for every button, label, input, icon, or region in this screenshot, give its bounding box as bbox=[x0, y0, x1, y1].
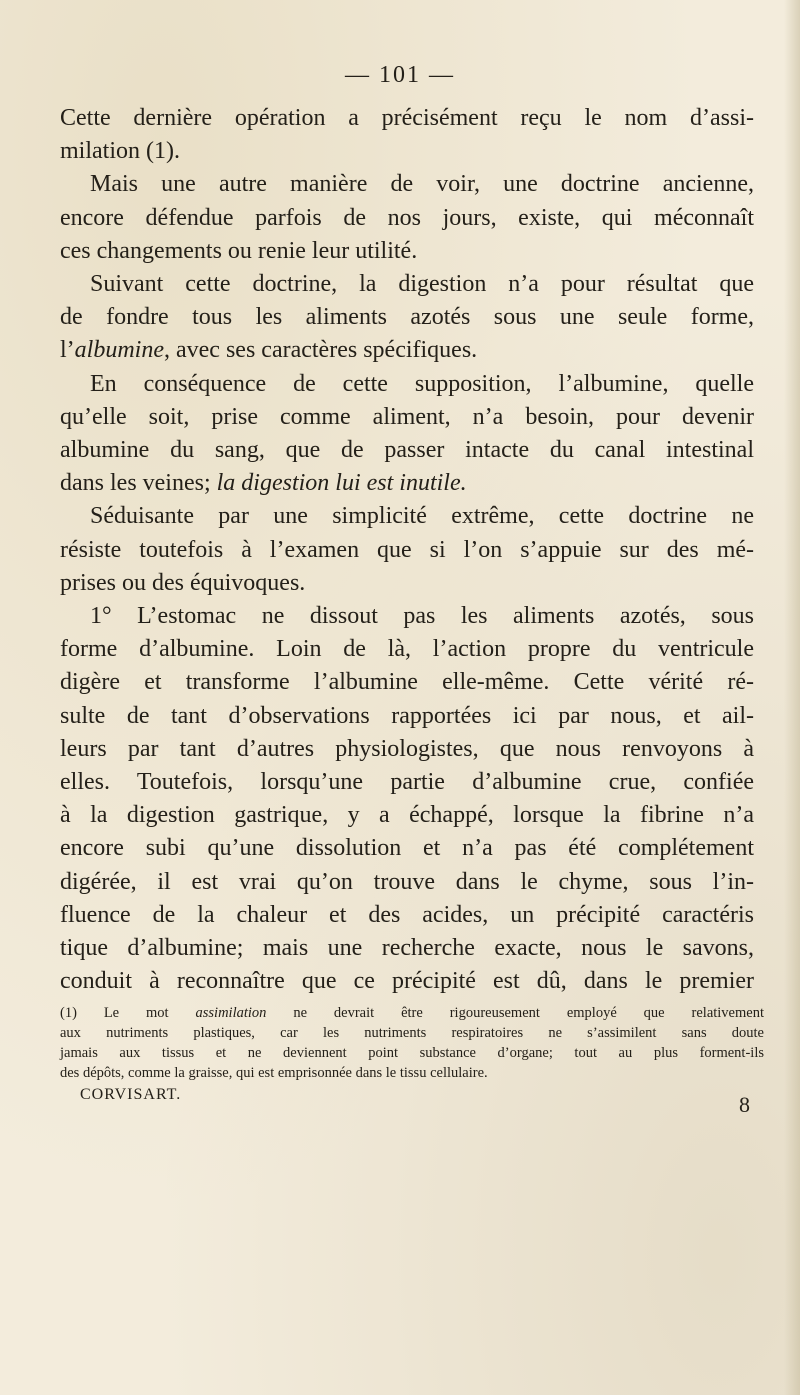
text-line-23: encore subi qu’une dissolution et n’a pas été complétement bbox=[60, 835, 754, 862]
text-line-10: qu’elle soit, prise comme aliment, n’a besoin, pour devenir bbox=[60, 403, 754, 430]
text-line-17: forme d’albumine. Loin de là, l’action propre du ventricule bbox=[60, 636, 754, 663]
signature-corvisart: CORVISART. bbox=[80, 1086, 182, 1103]
footnote-term: assimilation bbox=[195, 1005, 267, 1021]
text-line-2: milation (1). bbox=[60, 138, 180, 165]
running-head-page-number: — 101 — bbox=[345, 62, 455, 88]
text-line-1: Cette dernière opération a précisément reçu le nom d’assi- bbox=[60, 105, 754, 131]
text-line-4: encore défendue parfois de nos jours, existe, qui méconnaît bbox=[60, 204, 754, 231]
text-line-8: l’albumine, avec ses caractères spécifiques. bbox=[60, 337, 478, 364]
text-line-19: sulte de tant d’observations rapportées ici par nous, et ail- bbox=[60, 702, 754, 729]
footnote-line-4: des dépôts, comme la graisse, qui est emprisonnée dans le tissu cellulaire. bbox=[60, 1065, 488, 1081]
text-line-9: En conséquence de cette supposition, l’albumine, quelle bbox=[90, 370, 754, 397]
footnote-line-3: jamais aux tissus et ne deviennent point substance d’organe; tout au plus forment-ils bbox=[60, 1045, 764, 1061]
text-line-15: prises ou des équivoques. bbox=[60, 569, 306, 596]
footnote-line-2: aux nutriments plastiques, car les nutriments respiratoires ne s’assimilent sans doute bbox=[60, 1025, 764, 1041]
text-line-18: digère et transforme l’albumine elle-même. Cette vérité ré- bbox=[60, 669, 754, 696]
page-edge-shadow bbox=[784, 0, 800, 1395]
text-line-26: tique d’albumine; mais une recherche exacte, nous le savons, bbox=[60, 935, 754, 962]
text-line-20: leurs par tant d’autres physiologistes, que nous renvoyons à bbox=[60, 735, 754, 762]
text-line-7: de fondre tous les aliments azotés sous une seule forme, bbox=[60, 304, 754, 331]
text-line-11: albumine du sang, que de passer intacte du canal intestinal bbox=[60, 437, 754, 464]
body-text bbox=[60, 102, 754, 998]
footnote bbox=[60, 1003, 764, 1083]
footnote-line-1-rest: ne devrait être rigoureusement employé que relativement bbox=[266, 1005, 764, 1021]
text-line-5: ces changements ou renie leur utilité. bbox=[60, 237, 418, 264]
text-line-14: résiste toutefois à l’examen que si l’on s’appuie sur des mé- bbox=[60, 536, 754, 563]
albumine-rest: , avec ses caractères spécifiques. bbox=[164, 337, 478, 364]
signature-row bbox=[80, 1086, 760, 1116]
text-line-25: fluence de la chaleur et des acides, un précipité caractéris bbox=[60, 901, 754, 928]
text-line-24: digérée, il est vrai qu’on trouve dans le chyme, sous l’in- bbox=[60, 868, 754, 895]
text-line-21: elles. Toutefois, lorsqu’une partie d’albumine crue, confiée bbox=[60, 769, 754, 796]
text-line-22: à la digestion gastrique, y a échappé, lorsque la fibrine n’a bbox=[60, 802, 754, 829]
text-line-3: Mais une autre manière de voir, une doctrine ancienne, bbox=[90, 171, 754, 198]
signature-mark: 8 bbox=[739, 1092, 750, 1117]
footnote-marker: (1) Le mot bbox=[60, 1005, 196, 1021]
text-line-16: 1° L’estomac ne dissout pas les aliments azotés, sous bbox=[90, 603, 754, 630]
text-line-13: Séduisante par une simplicité extrême, cette doctrine ne bbox=[90, 503, 754, 530]
veines-start: dans les veines; bbox=[60, 470, 217, 497]
italic-albumine: albumine bbox=[74, 337, 164, 364]
footnote-line-1 bbox=[60, 1003, 764, 1023]
text-line-12 bbox=[60, 467, 754, 500]
italic-digestion-inutile: la digestion lui est inutile. bbox=[216, 470, 467, 497]
text-line-27: conduit à reconnaître que ce précipité est dû, dans le premier bbox=[60, 968, 754, 995]
text-line-6: Suivant cette doctrine, la digestion n’a pour résultat que bbox=[90, 271, 754, 298]
